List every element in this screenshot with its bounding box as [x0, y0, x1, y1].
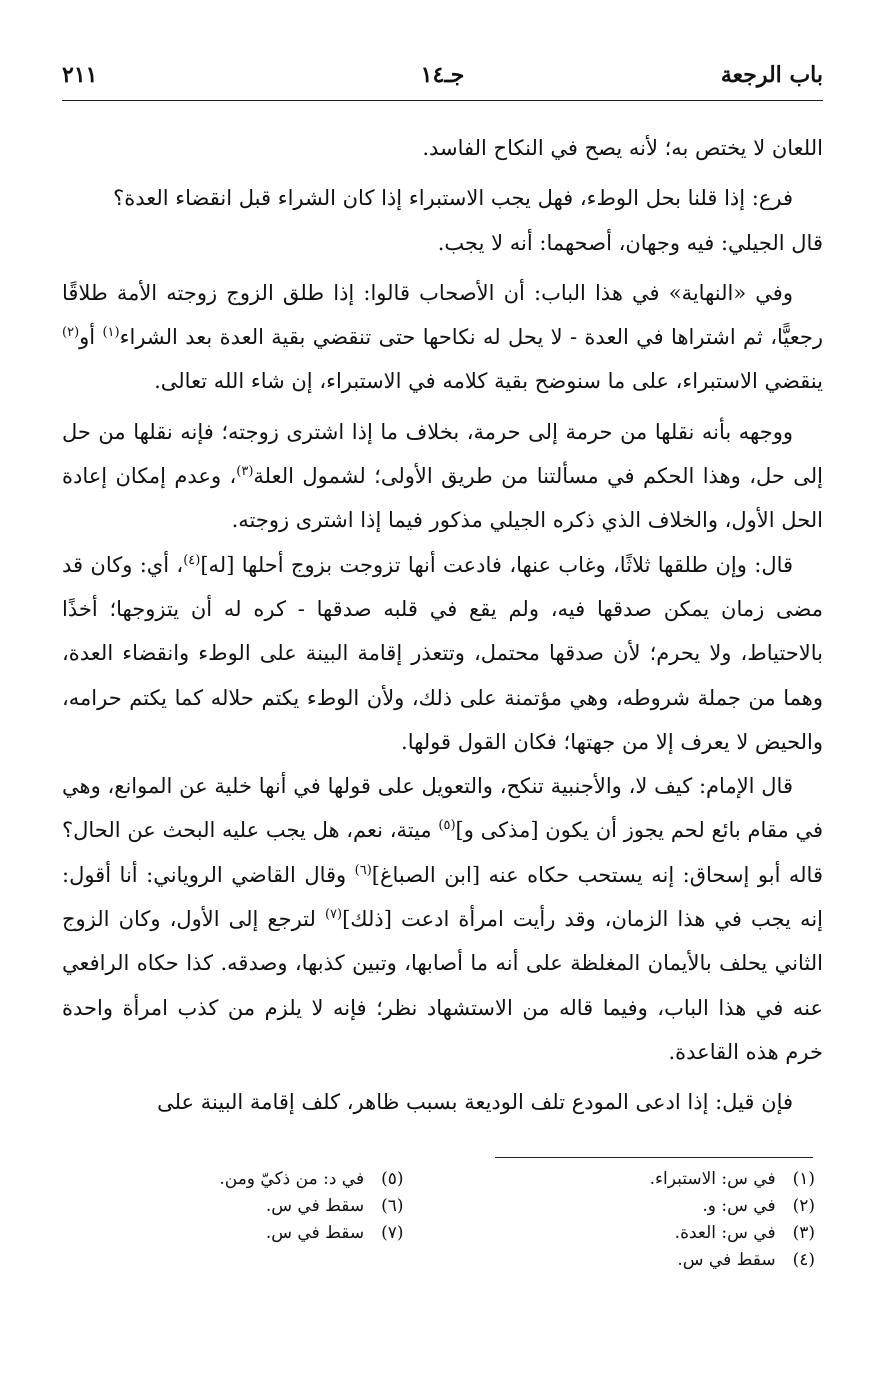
footnote [474, 1166, 816, 1193]
paragraph: فإن قيل: إذا ادعى المودع تلف الوديعة بسبب ظاهر، كلف إقامة البينة على [157, 1090, 793, 1115]
chapter-title: باب الرجعة [720, 62, 823, 88]
paragraph: اللعان لا يختص به؛ لأنه يصح في النكاح الفاسد. [422, 136, 823, 160]
page-header [62, 56, 823, 96]
footnote-text: في س: الاستبراء. [649, 1169, 776, 1189]
footnote-ref[interactable]: (٧) [324, 907, 343, 923]
footnote-number: (٢) [792, 1196, 815, 1216]
footnote-number: (٥) [381, 1169, 404, 1189]
footnote-ref[interactable]: (٦) [354, 862, 372, 878]
text-run: وفي «النهاية» في هذا الباب: أن الأصحاب قالوا: إذا طلق الزوج زوجته الأمة طلاقًا رجعيًّا، ثم اشتراها في العدة - لا يحل له نكاحها حتى تنقضي بقية العدة بعد الشراء [62, 280, 823, 350]
footnote-ref[interactable]: (٣) [236, 464, 254, 480]
text-run: قال الإمام: كيف لا، والأجنبية تنكح، والتعويل على قولها في أنها خلية عن الموانع، وهي في مقام بائع لحم يجوز أن يكون [مذكى و] [62, 774, 823, 843]
footnotes [62, 1166, 815, 1274]
footnote [474, 1193, 816, 1220]
footnote-number: (٤) [792, 1250, 815, 1270]
text-run: قال: وإن طلقها ثلاثًا، وغاب عنها، فادعت أنها تزوجت بزوج أحلها [له] [200, 552, 794, 577]
text-run: ، أي: وكان قد مضى زمان يمكن صدقها فيه، ولم يقع في قلبه صدقها - كره له أن يتزوجها؛ أخذًا بالاحتياط، ولا يحرم؛ لأن صدقها محتمل، وتتعذر إقامة البينة على الوطء وانقضاء العدة، وهما من جملة شروطه، وهي مؤتمنة على ذلك، ولأن الوطء يكتم حلاله كما يكتم حرامه، والحيض لا يعرف إلا من جهتها؛ فكان القول قولها. [62, 552, 823, 754]
main-text [62, 126, 823, 1125]
text-run: وقال القاضي الروياني: أنا أقول: إنه يجب في هذا الزمان، وقد رأيت امرأة ادعت [ذلك] [62, 862, 823, 932]
volume-label: جـ١٤ [420, 62, 465, 88]
paragraph [62, 410, 823, 543]
footnote-text: في د: من ذكيّ ومن. [219, 1169, 365, 1189]
footnote-ref[interactable]: (٥) [438, 818, 456, 834]
page-number: ٢١١ [62, 62, 98, 88]
paragraph: قال الجيلي: فيه وجهان، أصحهما: أنه لا يجب. [437, 230, 823, 255]
paragraph [62, 543, 823, 764]
header-divider [62, 100, 823, 101]
footnote-number: (٣) [792, 1223, 815, 1243]
footnote-ref[interactable]: (٤) [183, 552, 201, 568]
footnote-number: (١) [792, 1169, 815, 1189]
footnote-ref[interactable]: (٢) [62, 325, 80, 341]
paragraph [62, 271, 823, 404]
footnote [62, 1166, 404, 1193]
footnote-divider [495, 1157, 813, 1158]
footnote [62, 1193, 404, 1220]
footnote-column [474, 1166, 816, 1274]
footnote-text: سقط في س. [265, 1223, 365, 1243]
footnote [474, 1220, 816, 1247]
footnote-text: سقط في س. [677, 1250, 776, 1270]
footnote-ref[interactable]: (١) [102, 325, 120, 341]
footnote-text: في س: و. [702, 1196, 776, 1216]
footnote [62, 1220, 404, 1247]
paragraph: فرع: إذا قلنا بحل الوطء، فهل يجب الاستبراء إذا كان الشراء قبل انقضاء العدة؟ [113, 186, 793, 211]
footnote-number: (٧) [381, 1223, 404, 1243]
text-run: لترجع إلى الأول، وكان الزوج الثاني يحلف بالأيمان المغلظة على أنه ما أصابها، وتبين كذبها، وصدقه. كذا حكاه الرافعي عنه في هذا الباب، وفيما قاله من الاستشهاد نظر؛ فإنه لا يلزم من كذب امرأة واحدة خرم هذه القاعدة. [62, 907, 823, 1064]
text-run: ، وعدم إمكان إعادة الحل الأول، والخلاف الذي ذكره الجيلي مذكور فيما إذا اشترى زوجته. [62, 464, 823, 533]
text-run: ينقضي الاستبراء، على ما سنوضح بقية كلامه في الاستبراء، إن شاء الله تعالى. [154, 369, 823, 394]
text-run: أو [79, 325, 103, 350]
footnote [474, 1247, 816, 1274]
footnote-number: (٦) [381, 1196, 404, 1216]
footnote-text: في س: العدة. [674, 1223, 776, 1243]
footnote-text: سقط في س. [265, 1196, 365, 1216]
text-run: ميتة، نعم، هل يجب عليه البحث عن الحال؟ قاله أبو إسحاق: إنه يستحب حكاه عنه [ابن الصباغ] [62, 818, 823, 887]
footnote-column [62, 1166, 474, 1274]
text-run: ووجهه بأنه نقلها من حرمة إلى حرمة، بخلاف ما إذا اشترى زوجته؛ فإنه نقلها من حل إلى حل، وهذا الحكم في مسألتنا من طريق الأولى؛ لشمول العلة [62, 419, 823, 489]
paragraph [62, 764, 823, 1074]
